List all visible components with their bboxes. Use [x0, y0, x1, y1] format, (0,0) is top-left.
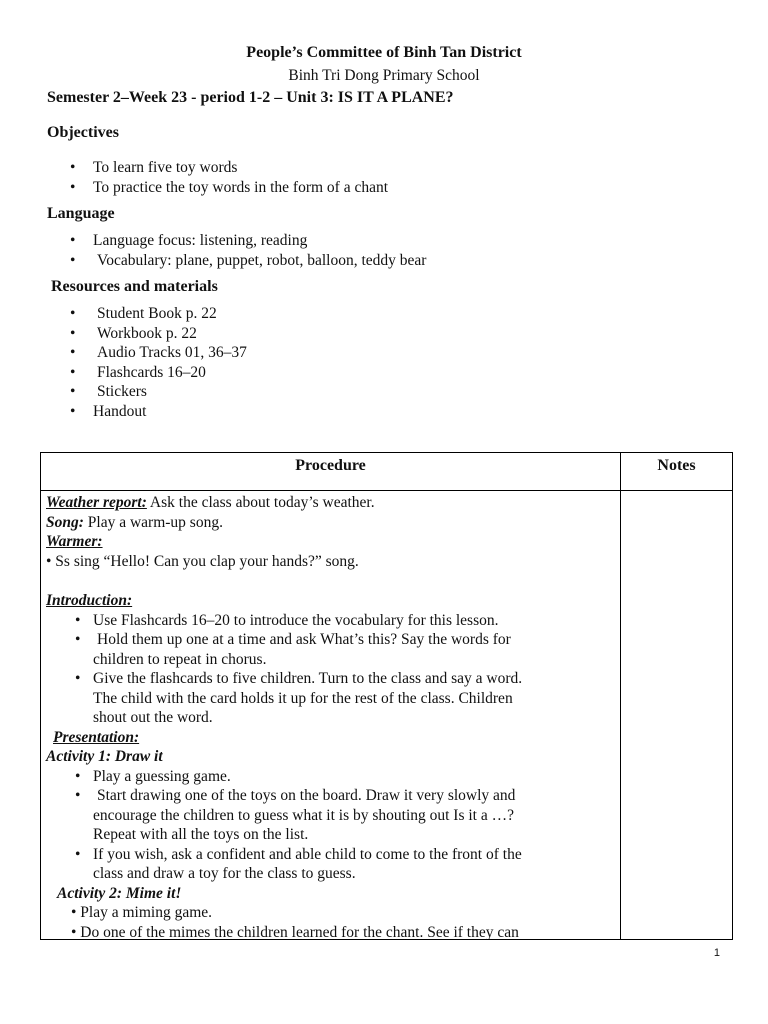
intro-line: The child with the card holds it up for the rest of the class. Children — [93, 690, 513, 707]
presentation-label: Presentation: — [53, 729, 140, 746]
language-heading: Language — [47, 205, 115, 222]
resource-item: • Stickers — [70, 382, 247, 402]
activity1-line: If you wish, ask a confident and able child to come to the front of the — [93, 846, 522, 863]
activity2-line: • Play a miming game. — [71, 904, 213, 921]
intro-line: Hold them up one at a time and ask What’s this? Say the words for — [97, 631, 511, 648]
intro-line: Use Flashcards 16–20 to introduce the vocabulary for this lesson. — [93, 612, 499, 629]
procedure-column-header: Procedure — [41, 453, 621, 491]
notes-cell — [621, 491, 733, 940]
warmer-text: • Ss sing “Hello! Can you clap your hands?” song. — [46, 553, 359, 570]
warmer-label: Warmer: — [46, 533, 103, 550]
intro-line: children to repeat in chorus. — [93, 651, 267, 668]
activity1-line: Repeat with all the toys on the list. — [93, 826, 309, 843]
resources-list — [70, 304, 247, 422]
song-text: Play a warm-up song. — [83, 514, 223, 531]
activity1-line: class and draw a toy for the class to guess. — [93, 865, 356, 882]
activity1-line: Play a guessing game. — [93, 768, 231, 785]
activity1-label: Activity 1: Draw it — [46, 748, 163, 765]
intro-bullet: • — [75, 670, 81, 687]
language-item: • Vocabulary: plane, puppet, robot, balloon, teddy bear — [70, 251, 426, 271]
resource-item: • Flashcards 16–20 — [70, 363, 247, 383]
intro-line: Give the flashcards to five children. Turn to the class and say a word. — [93, 670, 523, 687]
weather-report-label: Weather report: — [46, 494, 147, 511]
weather-report-line — [46, 493, 375, 513]
intro-bullet: • — [75, 612, 81, 629]
objective-item: • To practice the toy words in the form of a chant — [70, 178, 388, 198]
objective-item: • To learn five toy words — [70, 158, 388, 178]
language-list — [70, 231, 426, 270]
page-number: 1 — [713, 947, 720, 959]
activity1-line: Start drawing one of the toys on the board. Draw it very slowly and — [97, 787, 516, 804]
weather-report-text: Ask the class about today’s weather. — [146, 494, 375, 511]
activity2-line: • Do one of the mimes the children learned for the chant. See if they can — [71, 924, 519, 939]
activity1-bullet: • — [75, 768, 81, 785]
intro-line: shout out the word. — [93, 709, 213, 726]
resource-item: • Workbook p. 22 — [70, 324, 247, 344]
introduction-label: Introduction: — [46, 592, 133, 609]
objectives-list — [70, 158, 388, 197]
resources-heading: Resources and materials — [51, 278, 218, 295]
song-label: Song: — [46, 514, 84, 531]
notes-column-header: Notes — [621, 453, 733, 491]
resource-item: • Student Book p. 22 — [70, 304, 247, 324]
school-name: Binh Tri Dong Primary School — [288, 67, 480, 84]
resource-item: • Audio Tracks 01, 36–37 — [70, 343, 247, 363]
language-item: • Language focus: listening, reading — [70, 231, 426, 251]
resource-item: • Handout — [70, 402, 247, 422]
activity2-label: Activity 2: Mime it! — [57, 885, 182, 902]
procedure-table — [40, 452, 733, 940]
objectives-heading: Objectives — [47, 124, 119, 141]
intro-bullet: • — [75, 631, 81, 648]
procedure-cell — [41, 491, 620, 939]
committee-heading: People’s Committee of Binh Tan District — [246, 44, 522, 61]
song-line — [46, 513, 223, 533]
lesson-title: Semester 2–Week 23 - period 1-2 – Unit 3: IS IT A PLANE? — [47, 89, 454, 106]
activity1-line: encourage the children to guess what it is by shouting out Is it a …? — [93, 807, 514, 824]
activity1-bullet: • — [75, 787, 81, 804]
activity1-bullet: • — [75, 846, 81, 863]
